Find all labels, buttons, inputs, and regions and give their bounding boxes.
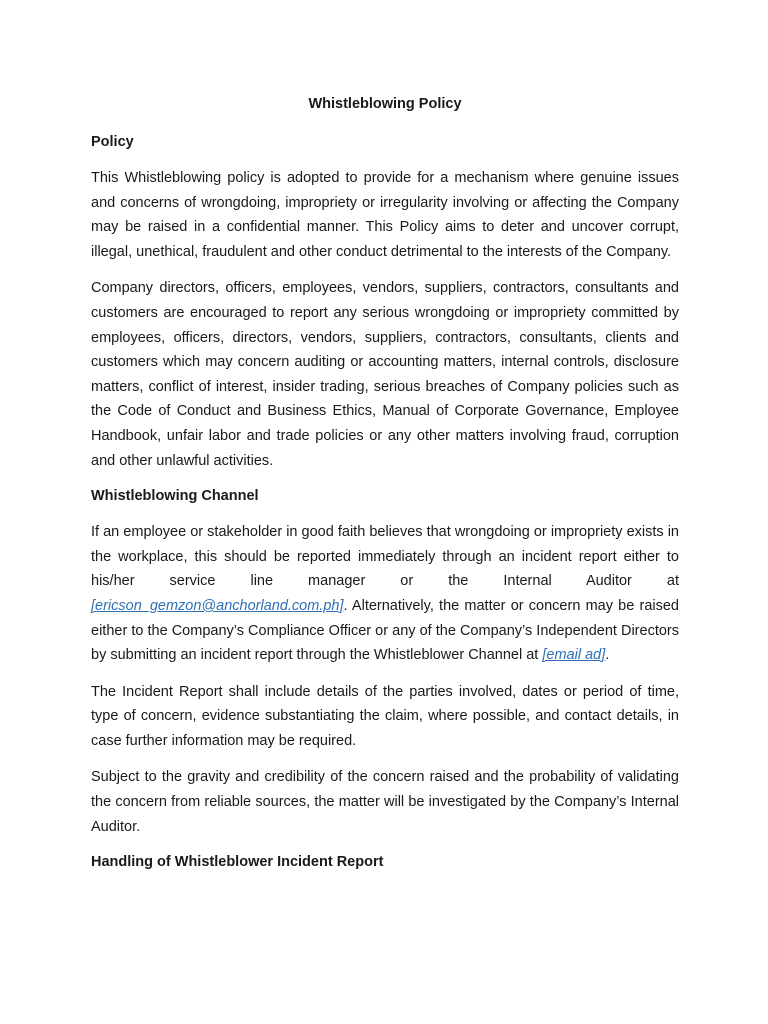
whistleblower-channel-email-link[interactable]: [email ad] bbox=[542, 647, 606, 664]
policy-paragraph-2: Company directors, officers, employees, vendors, suppliers, contractors, consultants and customers are encouraged to report any serious wrongdoing or impropriety committed by employees, officers, directors, vendors, suppliers, contractors, consultants, clients and customers which may concern auditing or accounting matters, internal controls, disclosure matters, conflict of interest, insider trading, serious breaches of Company policies such as the Code of Conduct and Business Ethics, Manual of Corporate Governance, Employee Handbook, unfair labor and trade policies or any other matters involving fraud, corruption and other unlawful activities. bbox=[91, 280, 679, 469]
channel-text-1: If an employee or stakeholder in good faith believes that wrongdoing or impropriety exists in the workplace, this should be reported immediately through an incident report either to his/her service line manager or the Internal Auditor at bbox=[91, 524, 679, 590]
document-title: Whistleblowing Policy bbox=[308, 96, 462, 112]
channel-paragraph-1 bbox=[91, 520, 679, 668]
channel-text-3: . bbox=[605, 647, 610, 664]
channel-text-2: . Alternatively, the matter or concern may be raised either to the Company’s Compliance Officer or any of the Company’s Independent Directors by submitting an incident report through the Whistleblower Channel at bbox=[91, 597, 679, 664]
section-heading-handling: Handling of Whistleblower Incident Report bbox=[91, 854, 384, 871]
channel-paragraph-2: The Incident Report shall include details of the parties involved, dates or period of time, type of concern, evidence substantiating the claim, where possible, and contact details, in case further information may be required. bbox=[91, 683, 679, 749]
section-heading-policy: Policy bbox=[91, 134, 134, 150]
document-page bbox=[91, 93, 679, 886]
channel-paragraph-3: Subject to the gravity and credibility of the concern raised and the probability of validating the concern from reliable sources, the matter will be investigated by the Company’s Internal Auditor. bbox=[91, 769, 679, 835]
internal-auditor-email-link[interactable]: [ericson_gemzon@anchorland.com.ph] bbox=[91, 597, 344, 614]
section-heading-channel: Whistleblowing Channel bbox=[91, 488, 259, 505]
policy-paragraph-1: This Whistleblowing policy is adopted to provide for a mechanism where genuine issues and concerns of wrongdoing, impropriety or irregularity involving or affecting the Company may be raised in a confidential manner. This Policy aims to deter and uncover corrupt, illegal, unethical, fraudulent and other conduct detrimental to the interests of the Company. bbox=[91, 170, 679, 260]
